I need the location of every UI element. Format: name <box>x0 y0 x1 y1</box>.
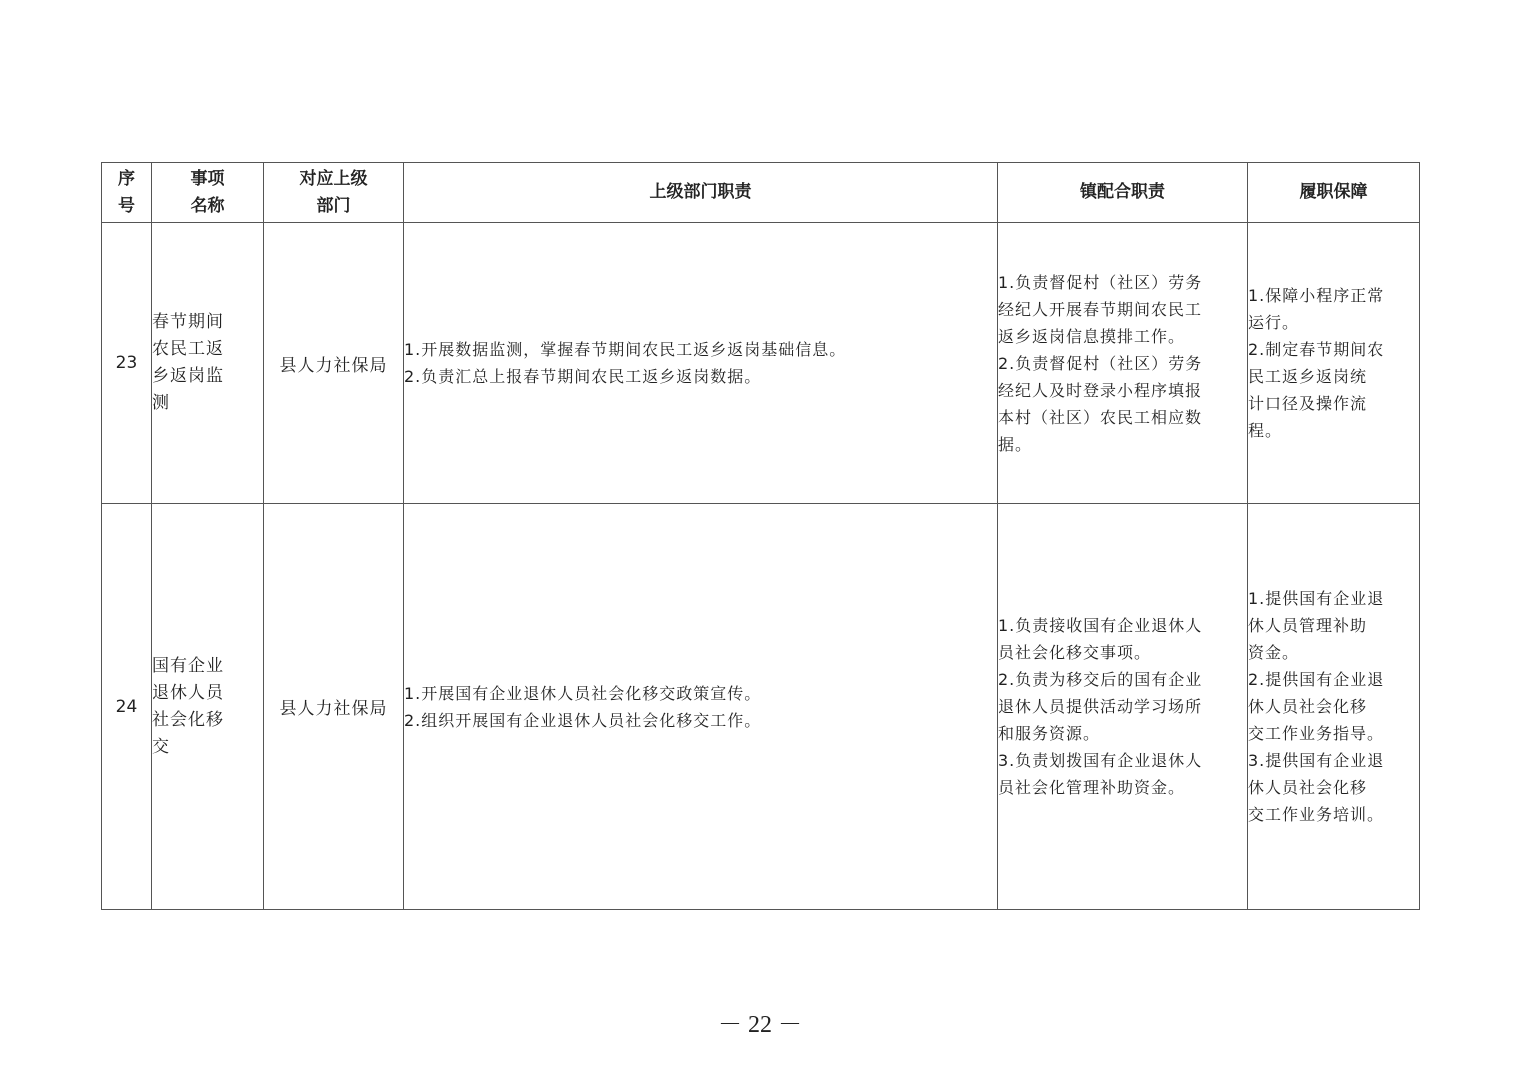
header-upper-department: 对应上级 部门 <box>264 163 404 223</box>
guarantee-cell: 1.保障小程序正常 运行。 2.制定春节期间农 民工返乡返岗统 计口径及操作流 程。 <box>1248 223 1420 504</box>
header-town-duties: 镇配合职责 <box>998 163 1248 223</box>
table-row <box>102 223 1420 504</box>
item-name-cell: 春节期间 农民工返 乡返岗监 测 <box>152 223 264 504</box>
header-guarantee: 履职保障 <box>1248 163 1420 223</box>
seq-cell: 24 <box>102 504 152 910</box>
duty-table <box>101 162 1420 910</box>
town-duties-cell: 1.负责接收国有企业退休人 员社会化移交事项。 2.负责为移交后的国有企业 退休人员提供活动学习场所 和服务资源。 3.负责划拨国有企业退休人 员社会化管理补助资金。 <box>998 504 1248 910</box>
seq-cell: 23 <box>102 223 152 504</box>
page-number: － 22 － <box>718 1012 802 1038</box>
header-item-name: 事项 名称 <box>152 163 264 223</box>
table-header-row <box>102 163 1420 223</box>
town-duties-cell: 1.负责督促村（社区）劳务 经纪人开展春节期间农民工 返乡返岗信息摸排工作。 2.负责督促村（社区）劳务 经纪人及时登录小程序填报 本村（社区）农民工相应数 据。 <box>998 223 1248 504</box>
upper-duties-cell: 1.开展国有企业退休人员社会化移交政策宣传。 2.组织开展国有企业退休人员社会化移交工作。 <box>404 504 998 910</box>
department-cell: 县人力社保局 <box>264 223 404 504</box>
guarantee-cell: 1.提供国有企业退 休人员管理补助 资金。 2.提供国有企业退 休人员社会化移 交工作业务指导。 3.提供国有企业退 休人员社会化移 交工作业务培训。 <box>1248 504 1420 910</box>
header-seq: 序 号 <box>102 163 152 223</box>
upper-duties-cell: 1.开展数据监测，掌握春节期间农民工返乡返岗基础信息。 2.负责汇总上报春节期间农民工返乡返岗数据。 <box>404 223 998 504</box>
header-upper-duties: 上级部门职责 <box>404 163 998 223</box>
table-row <box>102 504 1420 910</box>
department-cell: 县人力社保局 <box>264 504 404 910</box>
item-name-cell: 国有企业 退休人员 社会化移 交 <box>152 504 264 910</box>
